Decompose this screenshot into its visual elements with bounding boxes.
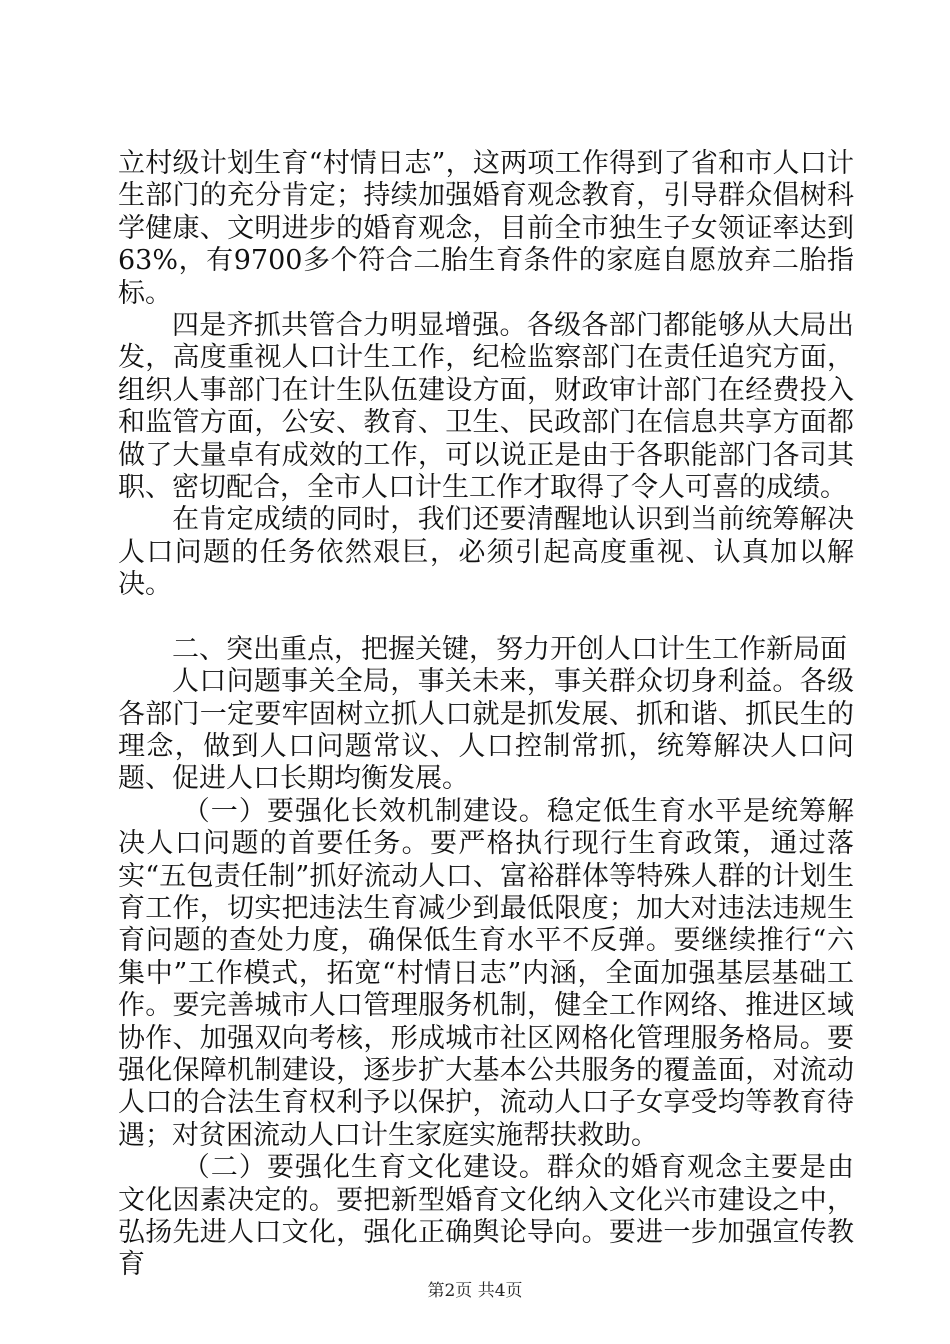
document-body [118,148,854,1282]
section-gap [118,602,854,634]
paragraph-item-two: （二）要强化生育文化建设。群众的婚育观念主要是由文化因素决定的。要把新型婚育文化纳入文化兴市建设之中，弘扬先进人口文化，强化正确舆论导向。要进一步加强宣传教育 [118,1152,854,1281]
paragraph-intro: 人口问题事关全局，事关未来，事关群众切身利益。各级各部门一定要牢固树立抓人口就是抓发展、抓和谐、抓民生的理念，做到人口问题常议、人口控制常抓，统筹解决人口问题、促进人口长期均衡发展。 [118,666,854,795]
page-footer: 第2页 共4页 [427,1281,523,1301]
section-heading: 二、突出重点，把握关键，努力开创人口计生工作新局面 [172,633,847,665]
paragraph-point-four: 四是齐抓共管合力明显增强。各级各部门都能够从大局出发，高度重视人口计生工作，纪检监察部门在责任追究方面，组织人事部门在计生队伍建设方面，财政审计部门在经费投入和监管方面，公安、教育、卫生、民政部门在信息共享方面都做了大量卓有成效的工作，可以说正是由于各职能部门各司其职、密切配合，全市人口计生工作才取得了令人可喜的成绩。 [118,310,854,504]
paragraph-summary: 在肯定成绩的同时，我们还要清醒地认识到当前统筹解决人口问题的任务依然艰巨，必须引起高度重视、认真加以解决。 [118,504,854,601]
paragraph-item-one: （一）要强化长效机制建设。稳定低生育水平是统筹解决人口问题的首要任务。要严格执行现行生育政策，通过落实“五包责任制”抓好流动人口、富裕群体等特殊人群的计划生育工作，切实把违法生育减少到最低限度；加大对违法违规生育问题的查处力度，确保低生育水平不反弹。要继续推行“六集中”工作模式，拓宽“村情日志”内涵，全面加强基层基础工作。要完善城市人口管理服务机制，健全工作网络、推进区域协作、加强双向考核，形成城市社区网格化管理服务格局。要强化保障机制建设，逐步扩大基本公共服务的覆盖面，对流动人口的合法生育权利予以保护，流动人口子女享受均等教育待遇；对贫困流动人口计生家庭实施帮扶救助。 [118,795,854,1151]
paragraph-continuation: 立村级计划生育“村情日志”，这两项工作得到了省和市人口计生部门的充分肯定；持续加强婚育观念教育，引导群众倡树科学健康、文明进步的婚育观念，目前全市独生子女领证率达到63%，有9700多个符合二胎生育条件的家庭自愿放弃二胎指标。 [118,148,854,309]
